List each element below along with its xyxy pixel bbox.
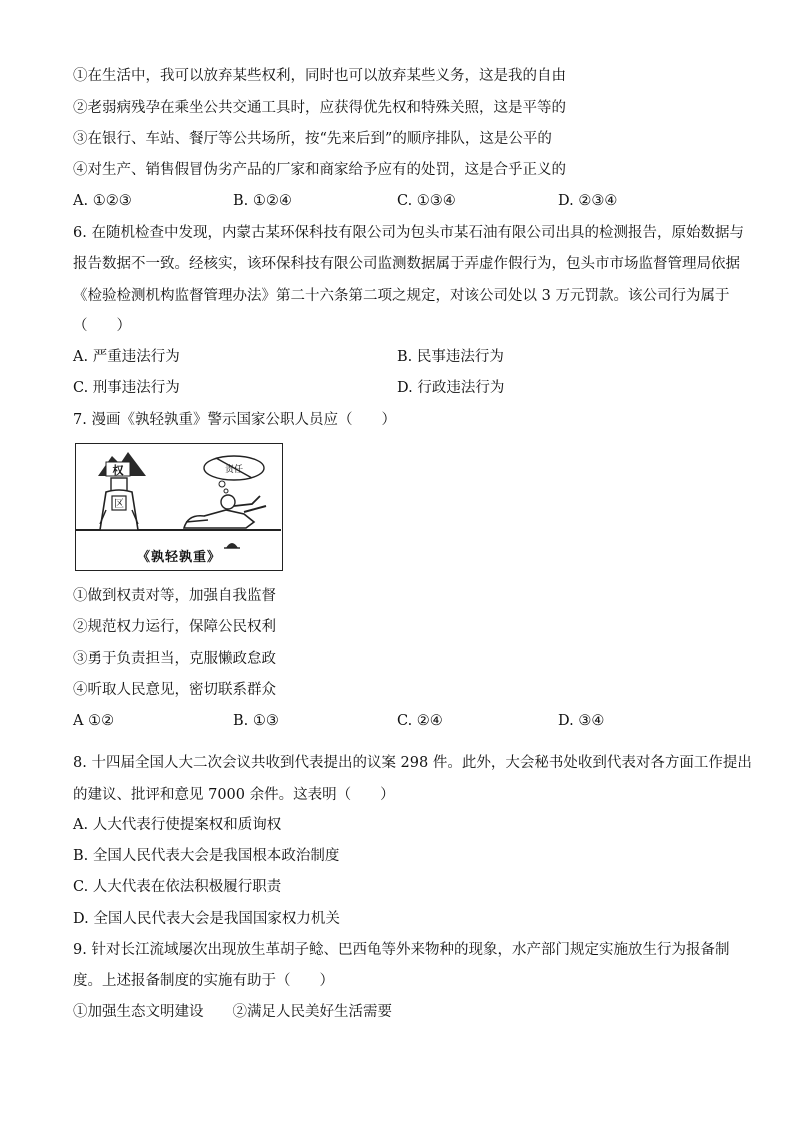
q6-answer-blank: （ ） (73, 318, 131, 334)
q5-statement-1: ①在生活中，我可以放弃某些权利，同时也可以放弃某些义务，这是我的自由 (73, 68, 566, 84)
q7-statement-4: ④听取人民意见，密切联系群众 (73, 682, 276, 698)
q6-option-b[interactable]: B. 民事违法行为 (397, 349, 504, 365)
q8-choice-a[interactable]: A. 人大代表行使提案权和质询权 (73, 817, 282, 833)
cartoon-left-sign-text: 权 (112, 464, 124, 477)
q5-option-a[interactable]: A. ①②③ (73, 193, 132, 209)
q5-statement-3: ③在银行、车站、餐厅等公共场所，按“先来后到”的顺序排队，这是公平的 (73, 131, 552, 147)
q7-option-c[interactable]: C. ②④ (397, 713, 443, 729)
q6-option-c[interactable]: C. 刑事违法行为 (73, 380, 180, 396)
q5-option-d[interactable]: D. ②③④ (558, 193, 618, 209)
q7-stem: 7. 漫画《孰轻孰重》警示国家公职人员应（ ） (73, 412, 396, 428)
q7-option-a[interactable]: A ①② (73, 713, 115, 729)
q7-statement-3: ③勇于负责担当，克服懒政怠政 (73, 651, 276, 667)
q9-stem-line-2: 度。上述报备制度的实施有助于（ ） (73, 973, 334, 989)
q7-statement-1: ①做到权责对等，加强自我监督 (73, 588, 276, 604)
q6-stem-line-3: 《检验检测机构监督管理办法》第二十六条第二项之规定，对该公司处以 3 万元罚款。该公司行为属于 (73, 288, 730, 304)
q6-stem-line-2: 报告数据不一致。经核实，该环保科技有限公司监测数据属于弄虚作假行为，包头市市场监督管理局依据 (73, 256, 740, 272)
cartoon-caption: 《孰轻孰重》 (136, 550, 221, 565)
q6-option-d[interactable]: D. 行政违法行为 (397, 380, 505, 396)
q8-stem-line-1: 8. 十四届全国人大二次会议共收到代表提出的议案 298 件。此外，大会秘书处收到代表对各方面工作提出 (73, 755, 752, 771)
q5-option-b[interactable]: B. ①②④ (233, 193, 292, 209)
q8-choice-d[interactable]: D. 全国人民代表大会是我国国家权力机关 (73, 911, 340, 927)
q9-statements: ①加强生态文明建设 ②满足人民美好生活需要 (73, 1004, 392, 1020)
q6-option-a[interactable]: A. 严重违法行为 (73, 349, 180, 365)
q7-cartoon (75, 443, 283, 571)
q5-options (73, 191, 723, 211)
q5-statement-4: ④对生产、销售假冒伪劣产品的厂家和商家给予应有的处罚，这是合乎正义的 (73, 162, 566, 178)
cartoon-left-body-text: 区 (114, 499, 124, 510)
q6-stem-line-1: 6. 在随机检查中发现，内蒙古某环保科技有限公司为包头市某石油有限公司出具的检测报告，原始数据与 (73, 225, 744, 241)
q9-stem-line-1: 9. 针对长江流域屡次出现放生革胡子鲶、巴西龟等外来物种的现象，水产部门规定实施放生行为报备制 (73, 942, 730, 958)
q8-choice-c[interactable]: C. 人大代表在依法积极履行职责 (73, 879, 282, 895)
q8-stem-line-2: 的建议、批评和意见 7000 余件。这表明（ ） (73, 787, 395, 803)
q6-options-row-1 (73, 347, 723, 367)
q8-choice-b[interactable]: B. 全国人民代表大会是我国根本政治制度 (73, 848, 340, 864)
q5-statement-2: ②老弱病残孕在乘坐公共交通工具时，应获得优先权和特殊关照，这是平等的 (73, 100, 566, 116)
q7-options (73, 711, 723, 731)
q6-options-row-2 (73, 378, 723, 398)
q7-option-d[interactable]: D. ③④ (558, 713, 605, 729)
q7-option-b[interactable]: B. ①③ (233, 713, 279, 729)
q5-option-c[interactable]: C. ①③④ (397, 193, 456, 209)
q7-statement-2: ②规范权力运行，保障公民权利 (73, 619, 276, 635)
cartoon-bubble-text: 责任 (224, 465, 244, 475)
